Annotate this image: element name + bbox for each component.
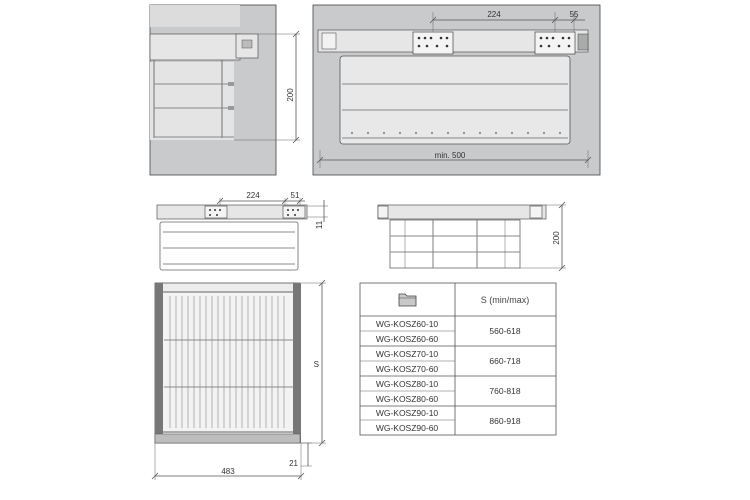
table-model-cell: WG-KOSZ70-10	[375, 349, 439, 359]
folder-icon	[399, 294, 416, 306]
table-model-cell: WG-KOSZ80-60	[375, 394, 439, 404]
table-model-cell: WG-KOSZ60-60	[375, 334, 439, 344]
front-view-cabinet	[313, 5, 600, 175]
dimension-55-top-right: 55	[569, 10, 579, 19]
table-range-cell: 660-718	[489, 356, 521, 366]
dimension-min500-top-right: min. 500	[434, 151, 466, 160]
table-range-cell: 560-618	[489, 326, 521, 336]
dimension-200-mid-right: 200	[552, 231, 561, 245]
dimension-S-bottom: S	[313, 360, 319, 369]
basket-plan-view	[152, 280, 326, 480]
dimension-51-mid-left: 51	[290, 191, 300, 200]
basket-front-view	[157, 198, 328, 270]
dimension-11-mid-left: 11	[315, 220, 324, 230]
table-model-cell: WG-KOSZ60-10	[375, 319, 439, 329]
table-model-cell: WG-KOSZ70-60	[375, 364, 439, 374]
dimension-483-bottom: 483	[221, 467, 235, 476]
basket-side-view	[378, 202, 566, 271]
dimension-200-top-left: 200	[286, 88, 295, 102]
table-model-cell: WG-KOSZ90-60	[375, 423, 439, 433]
side-view-cabinet	[150, 5, 300, 175]
table-model-cell: WG-KOSZ80-10	[375, 379, 439, 389]
table-range-cell: 760-818	[489, 386, 521, 396]
table-header-s-min-max: S (min/max)	[480, 295, 530, 305]
table-range-cell: 860-918	[489, 416, 521, 426]
table-model-cell: WG-KOSZ90-10	[375, 408, 439, 418]
dimension-21-bottom: 21	[289, 459, 298, 468]
dimension-224-mid-left: 224	[246, 191, 260, 200]
dimension-224-top-right: 224	[487, 10, 501, 19]
